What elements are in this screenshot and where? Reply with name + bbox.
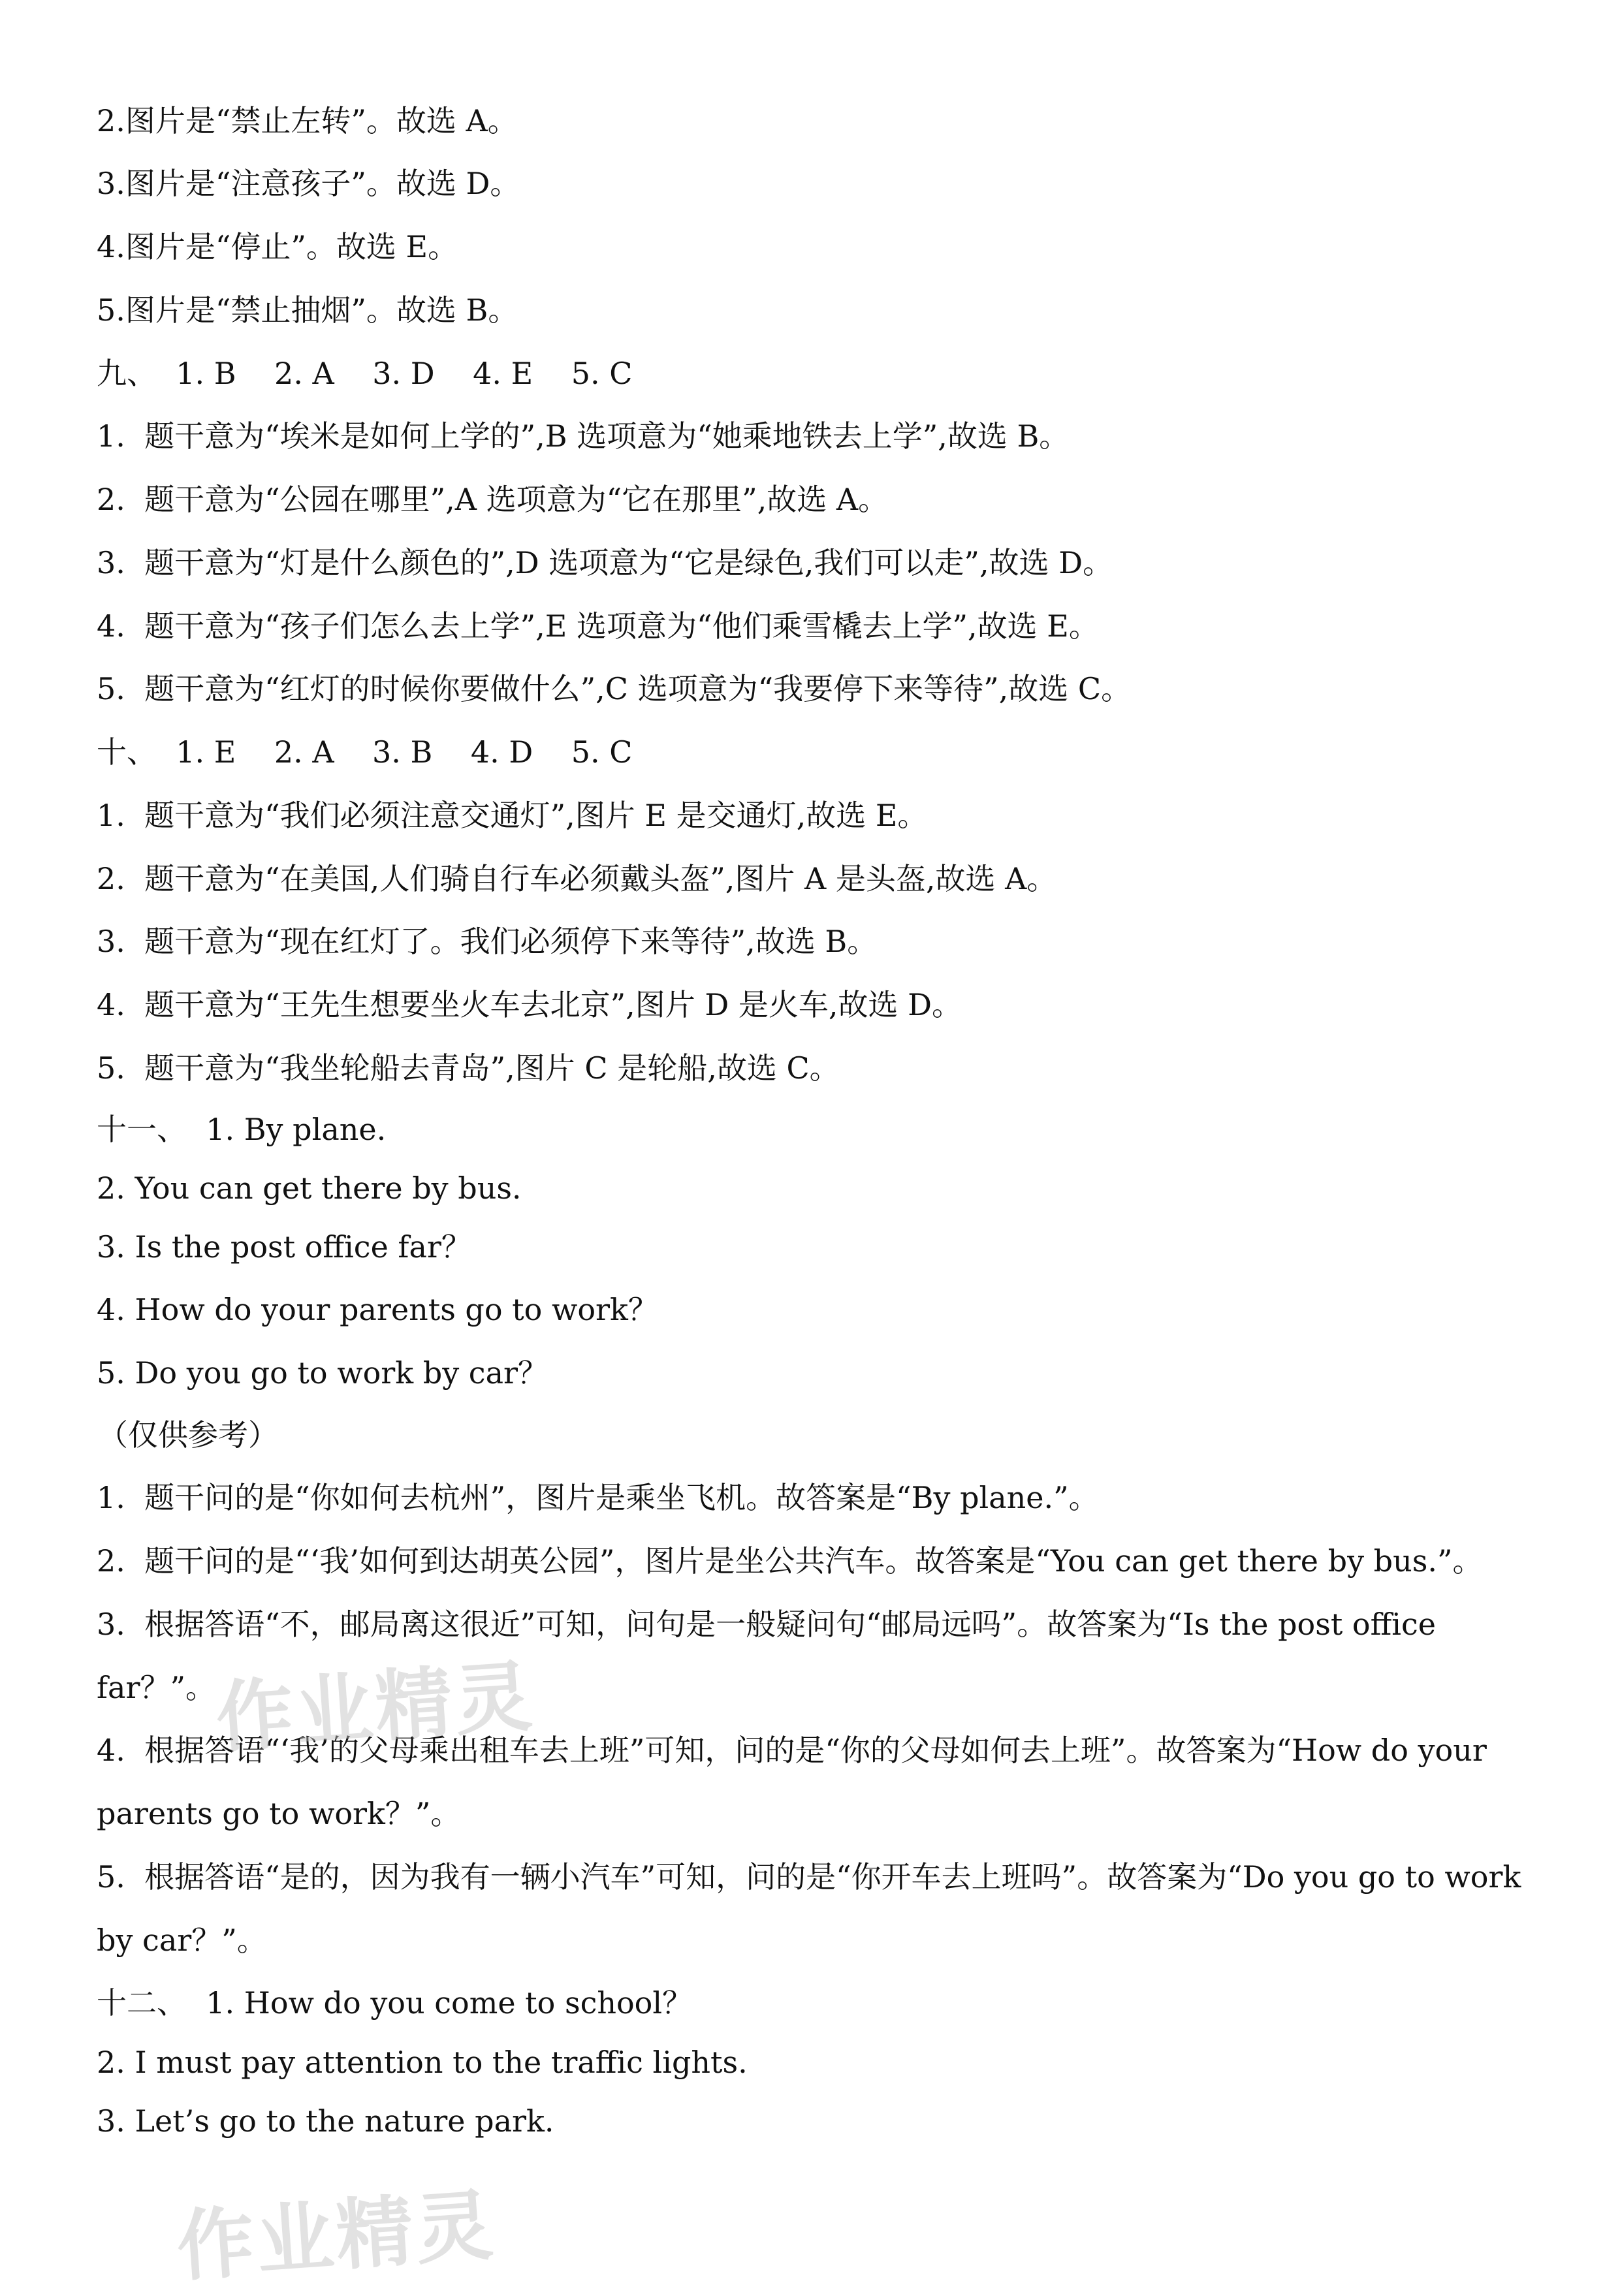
- section-eleven-answers: 十一、 1. By plane.: [97, 1112, 387, 1147]
- answer-line: 3. 题干意为“现在红灯了。我们必须停下来等待”,故选 B。: [97, 924, 878, 959]
- answer-line: 4. 题干意为“王先生想要坐火车去北京”,图片 D 是火车,故选 D。: [97, 987, 962, 1022]
- answer-line: 2.图片是“禁止左转”。故选 A。: [97, 103, 518, 138]
- explanation-line: by car？”。: [97, 1923, 267, 1958]
- answer-line: 4.图片是“停止”。故选 E。: [97, 229, 458, 264]
- answer-line: 5. 题干意为“红灯的时候你要做什么”,C 选项意为“我要停下来等待”,故选 C。: [97, 671, 1132, 706]
- explanation-line: 4. 根据答语“‘我’的父母乘出租车去上班”可知，问的是“你的父母如何去上班”。故答案为“How do your: [97, 1733, 1487, 1768]
- answer-line: 2. You can get there by bus.: [97, 1171, 522, 1206]
- watermark: 作业精灵: [213, 1651, 537, 1763]
- section-nine-answers: 九、 1. B 2. A 3. D 4. E 5. C: [97, 356, 633, 391]
- explanation-line: 3. 根据答语“不，邮局离这很近”可知，问句是一般疑问句“邮局远吗”。故答案为“Is the post office: [97, 1607, 1436, 1642]
- answer-line: 3. Let’s go to the nature park.: [97, 2103, 554, 2139]
- answer-line: 5. 题干意为“我坐轮船去青岛”,图片 C 是轮船,故选 C。: [97, 1050, 840, 1086]
- answer-line: 5. Do you go to work by car？: [97, 1355, 548, 1391]
- explanation-line: far？”。: [97, 1670, 215, 1705]
- reference-note: （仅供参考）: [98, 1417, 278, 1453]
- explanation-line: 5. 根据答语“是的，因为我有一辆小汽车”可知，问的是“你开车去上班吗”。故答案为“Do you go to work: [97, 1859, 1521, 1895]
- answer-line: 3.图片是“注意孩子”。故选 D。: [97, 166, 520, 201]
- answer-line: 4. 题干意为“孩子们怎么去上学”,E 选项意为“他们乘雪橇去上学”,故选 E。: [97, 608, 1099, 644]
- section-twelve-answers: 十二、 1. How do you come to school？: [97, 1985, 693, 2021]
- watermark: 作业精灵: [174, 2180, 498, 2292]
- answer-line: 3. Is the post office far？: [97, 1229, 471, 1265]
- section-ten-answers: 十、 1. E 2. A 3. B 4. D 5. C: [97, 734, 633, 770]
- answer-line: 2. 题干意为“公园在哪里”,A 选项意为“它在那里”,故选 A。: [97, 482, 889, 517]
- answer-line: 3. 题干意为“灯是什么颜色的”,D 选项意为“它是绿色,我们可以走”,故选 D。: [97, 545, 1113, 580]
- answer-line: 1. 题干意为“埃米是如何上学的”,B 选项意为“她乘地铁去上学”,故选 B。: [97, 418, 1070, 454]
- answer-line: 1. 题干意为“我们必须注意交通灯”,图片 E 是交通灯,故选 E。: [97, 798, 928, 833]
- explanation-line: parents go to work？”。: [97, 1796, 461, 1831]
- answer-line: 2. 题干意为“在美国,人们骑自行车必须戴头盔”,图片 A 是头盔,故选 A。: [97, 861, 1057, 896]
- answer-line: 4. How do your parents go to work？: [97, 1292, 658, 1327]
- explanation-line: 1. 题干问的是“你如何去杭州”，图片是乘坐飞机。故答案是“By plane.”。: [97, 1480, 1099, 1515]
- answer-line: 5.图片是“禁止抽烟”。故选 B。: [97, 292, 518, 328]
- answer-line: 2. I must pay attention to the traffic lights.: [97, 2045, 748, 2080]
- explanation-line: 2. 题干问的是“‘我’如何到达胡英公园”，图片是坐公共汽车。故答案是“You can get there by bus.”。: [97, 1543, 1483, 1579]
